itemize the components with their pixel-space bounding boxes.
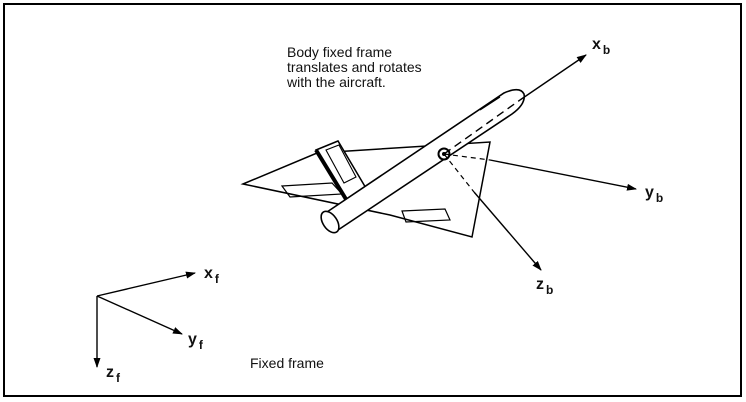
annotation-line-2: translates and rotates — [287, 59, 422, 75]
body-z-axis — [474, 192, 541, 270]
body-z-label: z $_b$ — [536, 276, 554, 297]
body-x-label: x $_b$ — [592, 36, 611, 57]
annotation-text — [287, 45, 422, 90]
fixed-x-label: x $_f$ — [204, 265, 219, 286]
fixed-y-label: y $_f$ — [188, 331, 203, 352]
fixed-y-axis — [97, 296, 182, 334]
body-x-axis — [520, 55, 586, 100]
annotation-line-1: Body fixed frame — [287, 44, 393, 60]
fixed-x-axis — [97, 273, 195, 296]
fixed-z-label: z $_f$ — [106, 364, 120, 385]
fixed-axes — [97, 273, 195, 367]
body-y-label: y $_b$ — [645, 184, 664, 205]
body-y-axis — [490, 160, 636, 189]
fixed-frame-caption: Fixed frame — [250, 355, 324, 371]
annotation-line-3: with the aircraft. — [287, 74, 386, 90]
